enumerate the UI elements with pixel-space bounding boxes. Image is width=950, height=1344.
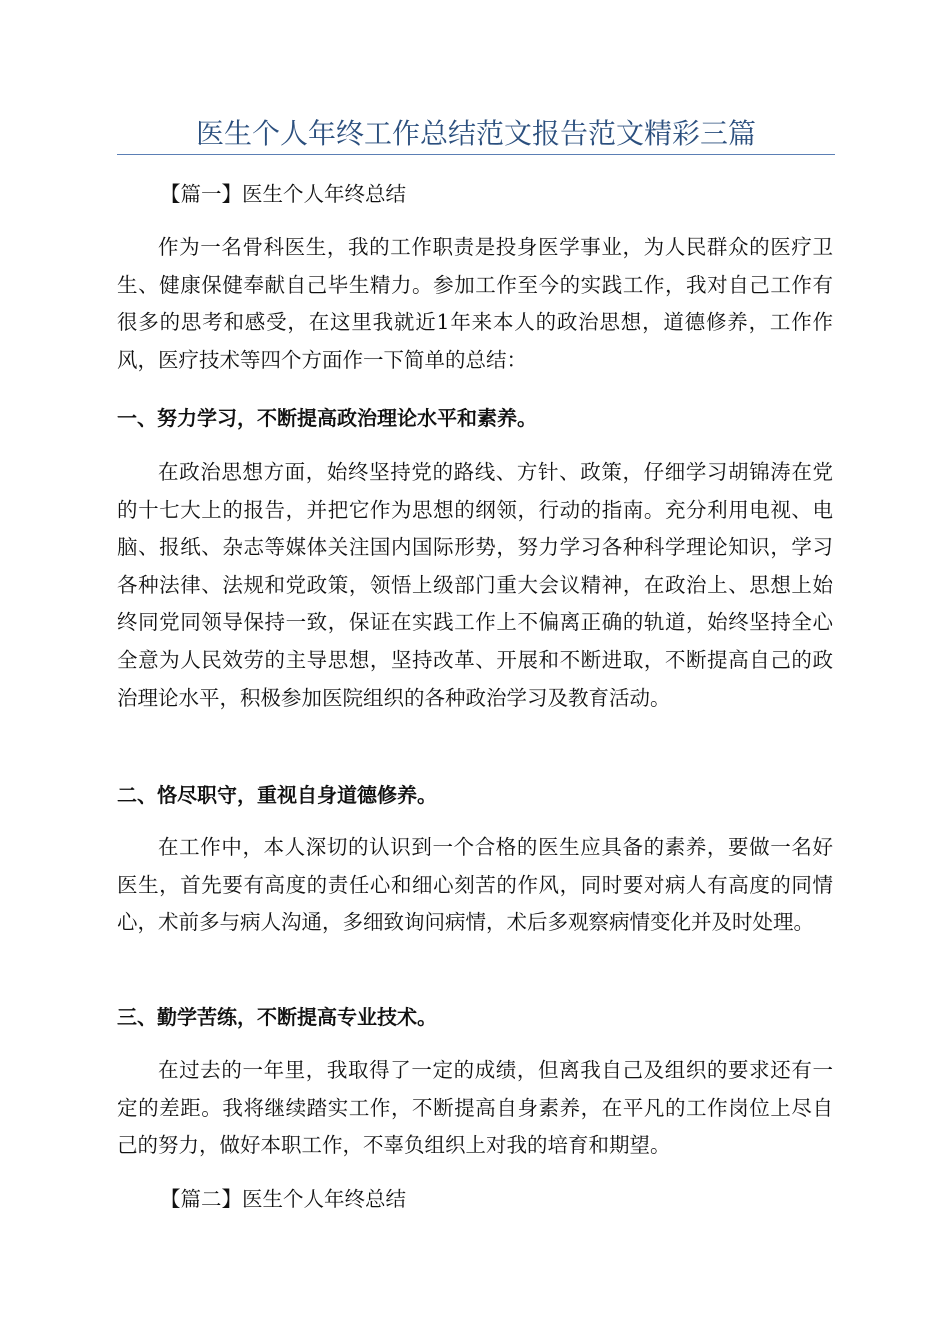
paragraph-1: 在政治思想方面，始终坚持党的路线、方针、政策，仔细学习胡锦涛在党的十七大上的报告，并把它作为思想的纲领，行动的指南。充分利用电视、电脑、报纸、杂志等媒体关注国内国际形势，努力学习各种科学理论知识，学习各种法律、法规和党政策，领悟上级部门重大会议精神，在政治上、思想上始终同党同领导保持一致，保证在实践工作上不偏离正确的轨道，始终坚持全心全意为人民效劳的主导思想，坚持改革、开展和不断进取，不断提高自己的政治理论水平，积极参加医院组织的各种政治学习及教育活动。 xyxy=(117,460,833,710)
paragraph-3: 在过去的一年里，我取得了一定的成绩，但离我自己及组织的要求还有一定的差距。我将继续踏实工作，不断提高自身素养，在平凡的工作岗位上尽自己的努力，做好本职工作，不辜负组织上对我的培育和期望。 xyxy=(117,1058,833,1158)
title-underline xyxy=(117,154,835,155)
heading-1: 一、努力学习，不断提高政治理论水平和素养。 xyxy=(117,406,537,430)
heading-2: 二、恪尽职守，重视自身道德修养。 xyxy=(117,783,437,807)
intro-paragraph: 作为一名骨科医生，我的工作职责是投身医学事业，为人民群众的医疗卫生、健康保健奉献自己毕生精力。参加工作至今的实践工作，我对自己工作有很多的思考和感受，在这里我就近1年来本人的政治思想，道德修养，工作作风，医疗技术等四个方面作一下简单的总结： xyxy=(117,235,833,372)
paragraph-2: 在工作中，本人深切的认识到一个合格的医生应具备的素养，要做一名好医生，首先要有高度的责任心和细心刻苦的作风，同时要对病人有高度的同情心，术前多与病人沟通，多细致询问病情，术后多观察病情变化并及时处理。 xyxy=(117,835,833,935)
section-label-2: 【篇二】医生个人年终总结 xyxy=(160,1187,406,1211)
heading-3: 三、勤学苦练，不断提高专业技术。 xyxy=(117,1005,437,1029)
section-label-1: 【篇一】医生个人年终总结 xyxy=(160,182,406,206)
document-title: 医生个人年终工作总结范文报告范文精彩三篇 xyxy=(195,117,756,150)
